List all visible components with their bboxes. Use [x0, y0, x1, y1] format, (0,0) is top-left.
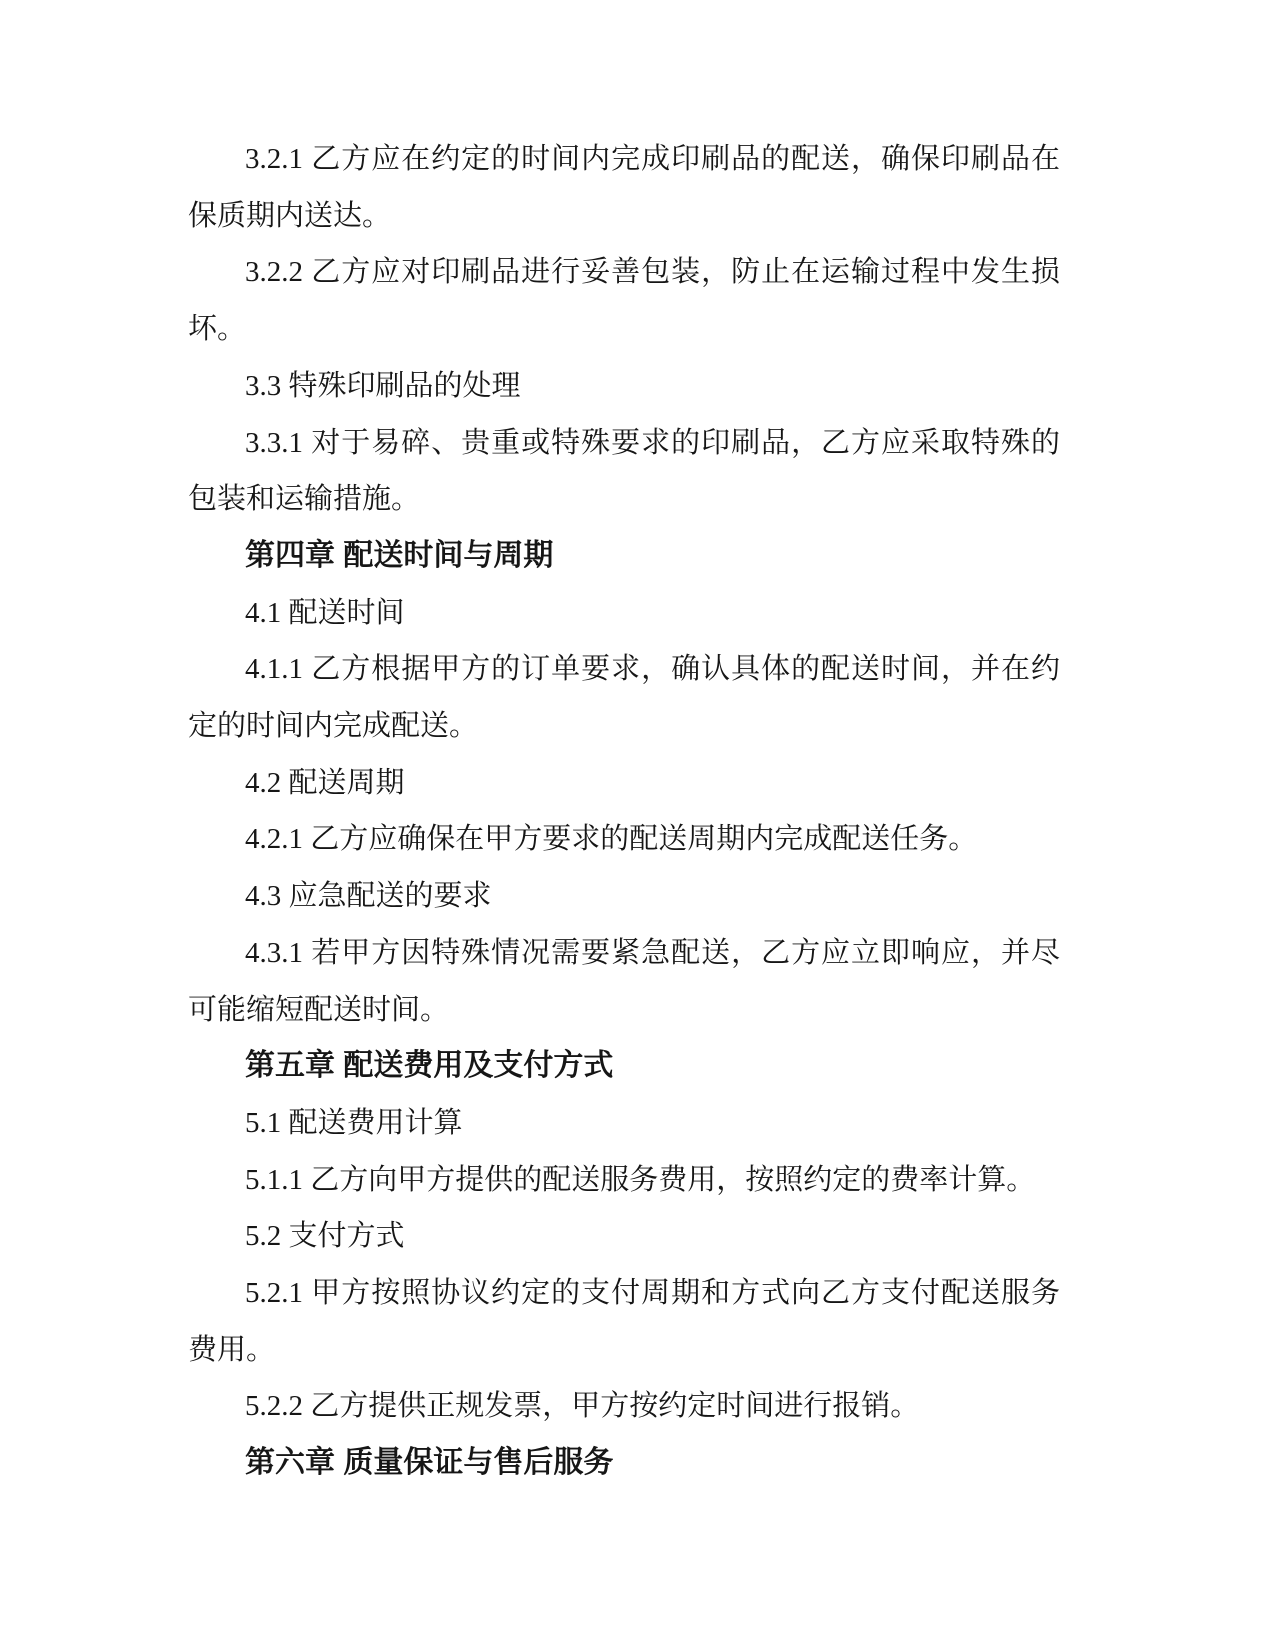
body-paragraph: 3.2.1 乙方应在约定的时间内完成印刷品的配送，确保印刷品在保质期内送达。	[188, 143, 1060, 232]
body-paragraph: 3.2.2 乙方应对印刷品进行妥善包装，防止在运输过程中发生损坏。	[188, 256, 1060, 346]
body-paragraph: 5.1.1 乙方向甲方提供的配送服务费用，按照约定的费率计算。	[245, 1163, 1036, 1196]
body-paragraph: 5.2.1 甲方按照协议约定的支付周期和方式向乙方支付配送服务费用。	[188, 1277, 1060, 1366]
body-paragraph: 3.3 特殊印刷品的处理	[245, 369, 521, 402]
body-paragraph: 4.2.1 乙方应确保在甲方要求的配送周期内完成配送任务。	[245, 823, 978, 856]
chapter-heading: 第四章 配送时间与周期	[245, 538, 554, 572]
body-paragraph: 3.3.1 对于易碎、贵重或特殊要求的印刷品，乙方应采取特殊的包装和运输措施。	[188, 426, 1060, 516]
body-paragraph: 5.1 配送费用计算	[245, 1106, 463, 1139]
body-paragraph: 4.3.1 若甲方因特殊情况需要紧急配送，乙方应立即响应，并尽可能缩短配送时间。	[188, 936, 1060, 1026]
chapter-heading: 第六章 质量保证与售后服务	[245, 1446, 614, 1480]
body-paragraph: 4.1.1 乙方根据甲方的订单要求，确认具体的配送时间，并在约定的时间内完成配送。	[188, 653, 1060, 743]
body-paragraph: 4.3 应急配送的要求	[245, 880, 492, 913]
chapter-heading: 第五章 配送费用及支付方式	[245, 1049, 614, 1083]
body-paragraph: 4.2 配送周期	[245, 766, 405, 799]
body-paragraph: 5.2.2 乙方提供正规发票，甲方按约定时间进行报销。	[245, 1390, 920, 1423]
body-paragraph: 4.1 配送时间	[245, 596, 405, 629]
body-paragraph: 5.2 支付方式	[245, 1220, 405, 1253]
